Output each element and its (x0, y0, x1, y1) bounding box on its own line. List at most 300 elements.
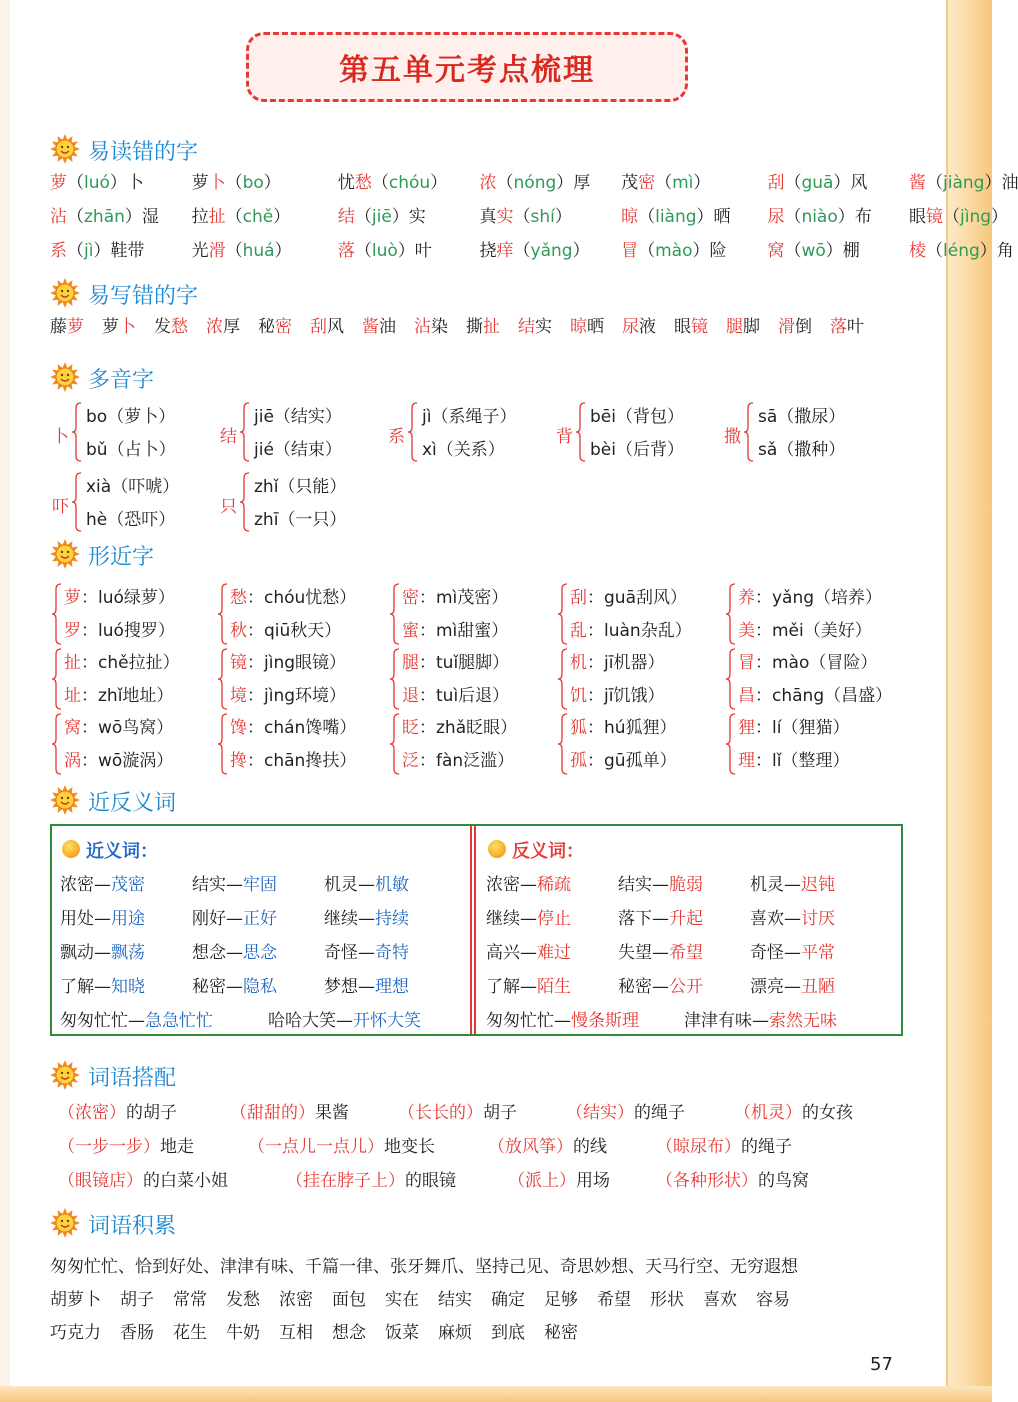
read-char: 忧 (337, 173, 355, 193)
word-pair (684, 1006, 837, 1031)
polyphonic-reading: bēi（背包） (590, 407, 684, 427)
paren: ）厚 (556, 173, 591, 193)
word-pair (618, 870, 703, 895)
write-target-char: 扯 (483, 317, 500, 337)
write-target-char: 愁 (171, 317, 188, 337)
similar-char: 萝 (64, 588, 81, 608)
write-char: 晒 (587, 317, 604, 337)
word-match: 索然无味 (769, 1011, 837, 1031)
collocation-item (398, 1102, 517, 1124)
word-pair (750, 938, 835, 963)
write-char: 实 (535, 317, 552, 337)
read-char: 眼 (909, 207, 927, 227)
similar-line (402, 713, 517, 738)
accumulation-word: 想念 (332, 1323, 366, 1343)
brace-icon (240, 472, 250, 532)
read-target-char: 痒 (496, 241, 514, 261)
word-match: 希望 (669, 943, 703, 963)
word-match: 开怀大笑 (353, 1011, 421, 1031)
polyphonic-char: 吓 (52, 497, 69, 517)
collocation-text: 地变长 (384, 1137, 435, 1157)
read-item (909, 240, 1014, 262)
word: 继续— (486, 909, 537, 929)
read-char: 拉 (191, 207, 209, 227)
write-target-char: 萝 (67, 317, 84, 337)
similar-pinyin: ：lǐ（整理） (755, 751, 850, 771)
write-target-char: 落 (830, 317, 847, 337)
accumulation-word: 到底 (491, 1323, 525, 1343)
section-title: 多音字 (88, 368, 155, 393)
pinyin: chě (242, 207, 274, 227)
similar-pinyin: ：chě拉扯） (81, 653, 180, 673)
sun-icon (50, 134, 80, 164)
paren: ）晒 (696, 207, 731, 227)
word: 结实— (192, 875, 243, 895)
similar-char: 狐 (570, 718, 587, 738)
polyphonic-char: 背 (556, 427, 573, 447)
write-char: 油 (379, 317, 396, 337)
read-item (50, 206, 159, 228)
paren: ）布 (837, 207, 872, 227)
similar-char: 秋 (230, 621, 247, 641)
word: 了解— (60, 977, 111, 997)
paren: （ (354, 207, 372, 227)
section-title: 词语积累 (88, 1214, 177, 1239)
read-item (767, 240, 859, 262)
similar-line (230, 713, 356, 738)
accumulation-word: 结实 (438, 1290, 472, 1310)
paren: （晾尿布） (656, 1137, 741, 1157)
read-target-char: 卜 (208, 173, 226, 193)
collocation-item (488, 1136, 607, 1158)
write-word (50, 316, 84, 338)
paren: ）风 (833, 173, 868, 193)
word-pair (750, 972, 835, 997)
paren: （ (655, 173, 673, 193)
accumulation-word: 花生 (173, 1323, 207, 1343)
paren: ）卜 (109, 173, 144, 193)
polyphonic-reading: sā（撒尿） (758, 407, 846, 427)
polyphonic-char: 系 (388, 427, 405, 447)
pinyin: liàng (655, 207, 697, 227)
similar-pinyin: ：chān搀扶） (247, 751, 357, 771)
similar-pinyin: ：gū孤单） (587, 751, 677, 771)
write-word (518, 316, 552, 338)
similar-pinyin: ：yǎng（培养） (755, 588, 883, 608)
word-pair (486, 870, 571, 895)
paren: ） (554, 207, 572, 227)
word: 落下— (618, 909, 669, 929)
write-char: 倒 (795, 317, 812, 337)
polyphonic-char: 撒 (724, 427, 741, 447)
similar-char: 乱 (570, 621, 587, 641)
similar-char: 密 (402, 588, 419, 608)
similar-pinyin: ：hú狐狸） (587, 718, 677, 738)
read-item (50, 172, 144, 194)
write-target-char: 结 (518, 317, 535, 337)
paren: ） (430, 173, 448, 193)
word-match: 升起 (669, 909, 703, 929)
accumulation-words (50, 1289, 809, 1311)
similar-pinyin: ：luó搜罗） (81, 621, 175, 641)
similar-line (402, 746, 514, 771)
accumulation-word: 胡子 (120, 1290, 154, 1310)
bullet-icon (62, 840, 80, 858)
paren: ） (274, 241, 292, 261)
write-char: 风 (327, 317, 344, 337)
similar-line (64, 681, 173, 706)
similar-line (738, 583, 882, 608)
accumulation-word: 喜欢 (703, 1290, 737, 1310)
similar-pinyin: ：lí（狸猫） (755, 718, 850, 738)
similar-line (402, 648, 509, 673)
collocation-item (508, 1170, 610, 1192)
collocation-item (656, 1170, 809, 1192)
polyphonic-reading: sǎ（撒种） (758, 440, 846, 460)
read-target-char: 晾 (621, 207, 639, 227)
collocation-text: 地走 (160, 1137, 194, 1157)
write-target-char: 尿 (622, 317, 639, 337)
similar-pinyin: ：jī饥饿） (587, 686, 665, 706)
pinyin: léng (943, 241, 980, 261)
word: 失望— (618, 943, 669, 963)
word-match: 迟钝 (801, 875, 835, 895)
sun-icon (50, 362, 80, 392)
write-word (154, 316, 188, 338)
similar-char: 机 (570, 653, 587, 673)
paren: ） (572, 241, 590, 261)
similar-char: 理 (738, 751, 755, 771)
brace-icon (218, 648, 228, 710)
write-word (622, 316, 656, 338)
table-divider (470, 826, 476, 1034)
write-word (778, 316, 812, 338)
pinyin: shí (530, 207, 555, 227)
paren: （ (371, 173, 389, 193)
similar-char: 境 (230, 686, 247, 706)
polyphonic-reading: jié（结束） (254, 440, 342, 460)
similar-line (738, 713, 849, 738)
collocation-text: 的眼镜 (405, 1171, 456, 1191)
word-pair (750, 870, 835, 895)
paren: ）险 (692, 241, 727, 261)
accumulation-word: 足够 (544, 1290, 578, 1310)
similar-line (64, 648, 180, 673)
word: 匆匆忙忙— (60, 1011, 145, 1031)
write-target-char: 刮 (310, 317, 327, 337)
paren: （ (513, 207, 531, 227)
paren: （眼镜店） (58, 1171, 143, 1191)
read-item (338, 206, 426, 228)
write-target-char: 晾 (570, 317, 587, 337)
section-title: 词语搭配 (88, 1066, 177, 1091)
page-left-edge (0, 0, 10, 1402)
read-item (909, 172, 1018, 194)
read-item (767, 206, 871, 228)
read-target-char: 系 (50, 241, 67, 261)
polyphonic-char: 只 (220, 497, 237, 517)
similar-char: 镜 (230, 653, 247, 673)
write-word (570, 316, 604, 338)
similar-line (570, 746, 677, 771)
page-bottom-edge (0, 1386, 992, 1402)
paren: ） (273, 207, 291, 227)
word-pair (486, 1006, 639, 1031)
word-match: 公开 (669, 977, 703, 997)
word: 高兴— (486, 943, 537, 963)
write-word (726, 316, 760, 338)
sun-icon (50, 539, 80, 569)
write-char: 撕 (466, 317, 483, 337)
word: 秘密— (192, 977, 243, 997)
word: 机灵— (750, 875, 801, 895)
read-item (192, 172, 281, 194)
title-banner (246, 32, 688, 102)
collocation-item (58, 1136, 194, 1158)
similar-line (738, 616, 872, 641)
write-word (362, 316, 396, 338)
write-target-char: 镜 (691, 317, 708, 337)
read-target-char: 结 (337, 207, 355, 227)
polyphonic-reading: zhǐ（只能） (254, 477, 347, 497)
write-char: 萝 (102, 317, 119, 337)
paren: （各种形状） (656, 1171, 758, 1191)
paren: （ (943, 207, 961, 227)
accumulation-word: 面包 (332, 1290, 366, 1310)
similar-char: 泛 (402, 751, 419, 771)
pinyin: nóng (513, 173, 557, 193)
word-match: 脆弱 (669, 875, 703, 895)
polyphonic-reading: bǔ（占卜） (86, 440, 176, 460)
word: 漂亮— (750, 977, 801, 997)
write-target-char: 腿 (726, 317, 743, 337)
similar-char: 眨 (402, 718, 419, 738)
paren: ）棚 (825, 241, 860, 261)
similar-line (64, 583, 175, 608)
polyphonic-char: 卜 (52, 427, 69, 447)
paren: （ (784, 207, 802, 227)
similar-pinyin: ：jìng环境） (247, 686, 347, 706)
paren: （ (225, 207, 243, 227)
word: 想念— (192, 943, 243, 963)
brace-icon (558, 648, 568, 710)
brace-icon (558, 713, 568, 775)
read-item (50, 240, 144, 262)
word-pair (60, 870, 145, 895)
pinyin: guā (801, 173, 834, 193)
similar-char: 养 (738, 588, 755, 608)
section-title: 易写错的字 (88, 284, 199, 309)
similar-pinyin: ：chóu忧愁） (247, 588, 357, 608)
similar-pinyin: ：luó绿萝） (81, 588, 175, 608)
paren: （一步一步） (58, 1137, 160, 1157)
sun-icon (50, 1060, 80, 1090)
word-match: 茂密 (111, 875, 145, 895)
collocation-item (58, 1102, 177, 1124)
paren: （长长的） (398, 1103, 483, 1123)
word-match: 奇特 (375, 943, 409, 963)
collocation-text: 的白菜小姐 (143, 1171, 228, 1191)
similar-char: 饥 (570, 686, 587, 706)
read-item (338, 240, 432, 262)
word-pair (324, 938, 409, 963)
pinyin: luò (371, 241, 398, 261)
accumulation-word: 胡萝卜 (50, 1290, 101, 1310)
similar-char: 冒 (738, 653, 755, 673)
word-match: 理想 (375, 977, 409, 997)
similar-char: 蜜 (402, 621, 419, 641)
collocation-text: 的线 (573, 1137, 607, 1157)
word-pair (324, 972, 409, 997)
brace-icon (52, 648, 62, 710)
read-target-char: 酱 (909, 173, 927, 193)
accumulation-word: 麻烦 (438, 1323, 472, 1343)
similar-line (570, 681, 664, 706)
sun-icon (50, 785, 80, 815)
similar-line (570, 616, 692, 641)
word: 哈哈大笑— (268, 1011, 353, 1031)
accumulation-word: 形状 (650, 1290, 684, 1310)
accumulation-word: 实在 (385, 1290, 419, 1310)
read-target-char: 刮 (767, 173, 785, 193)
read-target-char: 实 (496, 207, 514, 227)
pinyin: yǎng (530, 241, 573, 261)
similar-pinyin: ：měi（美好） (755, 621, 872, 641)
write-word (310, 316, 344, 338)
word: 奇怪— (750, 943, 801, 963)
polyphonic-reading: xià（吓唬） (86, 477, 180, 497)
paren: （ (225, 173, 243, 193)
antonyms-heading: 反义词： (512, 841, 584, 862)
read-char: 茂 (621, 173, 639, 193)
paren: （甜甜的） (230, 1103, 315, 1123)
collocation-text: 的绳子 (741, 1137, 792, 1157)
write-word (830, 316, 864, 338)
accumulation-word: 牛奶 (226, 1323, 260, 1343)
paren: ）油 (984, 173, 1018, 193)
word-match: 丑陋 (801, 977, 835, 997)
paren: （ (638, 207, 656, 227)
pinyin: jiàng (943, 173, 985, 193)
read-target-char: 尿 (767, 207, 785, 227)
read-target-char: 萝 (50, 173, 67, 193)
paren: ）湿 (124, 207, 159, 227)
similar-line (230, 746, 356, 771)
write-char: 染 (431, 317, 448, 337)
word: 了解— (486, 977, 537, 997)
word-pair (60, 972, 145, 997)
collocation-text: 的女孩 (802, 1103, 853, 1123)
word: 奇怪— (324, 943, 375, 963)
word-pair (618, 904, 703, 929)
pinyin: huá (242, 241, 275, 261)
word: 匆匆忙忙— (486, 1011, 571, 1031)
read-item (621, 172, 710, 194)
write-target-char: 浓 (206, 317, 223, 337)
similar-char: 愁 (230, 588, 247, 608)
word-pair (60, 904, 145, 929)
write-target-char: 沾 (414, 317, 431, 337)
read-char: 光 (191, 241, 209, 261)
collocation-text: 胡子 (483, 1103, 517, 1123)
similar-char: 美 (738, 621, 755, 641)
collocation-text: 用场 (576, 1171, 610, 1191)
read-item (192, 206, 291, 228)
word-pair (60, 938, 145, 963)
similar-line (570, 648, 664, 673)
pinyin: luó (84, 173, 110, 193)
similar-line (570, 713, 677, 738)
write-word (414, 316, 448, 338)
accumulation-word: 常常 (173, 1290, 207, 1310)
collocation-item (656, 1136, 792, 1158)
bullet-icon (488, 840, 506, 858)
page-title: 第五单元考点梳理 (339, 53, 595, 88)
paren: （派上） (508, 1171, 576, 1191)
sun-icon (50, 278, 80, 308)
brace-icon (726, 713, 736, 775)
word: 飘动— (60, 943, 111, 963)
accumulation-word: 浓密 (279, 1290, 313, 1310)
collocation-item (734, 1102, 853, 1124)
similar-pinyin: ：mì甜蜜） (419, 621, 509, 641)
read-item (909, 206, 1008, 228)
paren: ） (693, 173, 711, 193)
write-char: 眼 (674, 317, 691, 337)
word-match: 讨厌 (801, 909, 835, 929)
paren: ）叶 (397, 241, 432, 261)
similar-pinyin: ：tuǐ腿脚） (419, 653, 510, 673)
read-item (192, 240, 292, 262)
accumulation-words (50, 1322, 597, 1344)
pinyin: bo (242, 173, 264, 193)
word-pair (486, 938, 571, 963)
read-char: 挠 (479, 241, 497, 261)
similar-pinyin: ：mào（冒险） (755, 653, 878, 673)
brace-icon (558, 583, 568, 645)
read-target-char: 冒 (621, 241, 639, 261)
brace-icon (726, 648, 736, 710)
write-char: 秘 (258, 317, 275, 337)
read-target-char: 棱 (909, 241, 927, 261)
similar-pinyin: ：jìng眼镜） (247, 653, 347, 673)
word: 喜欢— (750, 909, 801, 929)
paren: （挂在脖子上） (286, 1171, 405, 1191)
page-number: 57 (870, 1354, 893, 1375)
word: 浓密— (486, 875, 537, 895)
paren: （ (67, 241, 84, 261)
brace-icon (72, 402, 82, 462)
word: 继续— (324, 909, 375, 929)
word-match: 思念 (243, 943, 277, 963)
write-word (102, 316, 136, 338)
similar-line (230, 583, 356, 608)
similar-line (738, 746, 849, 771)
accumulation-idioms: 匆匆忙忙、恰到好处、津津有味、千篇一律、张牙舞爪、坚持己见、奇思妙想、天马行空、无穷遐想 (50, 1257, 798, 1277)
similar-pinyin: ：zhǐ地址） (81, 686, 174, 706)
accumulation-word: 秘密 (544, 1323, 578, 1343)
similar-char: 昌 (738, 686, 755, 706)
polyphonic-reading: zhī（一只） (254, 510, 347, 530)
similar-pinyin: ：luàn杂乱） (587, 621, 692, 641)
read-item (480, 240, 590, 262)
polyphonic-reading: xì（关系） (422, 440, 505, 460)
paren: （ (496, 173, 514, 193)
similar-char: 窝 (64, 718, 81, 738)
similar-line (402, 616, 508, 641)
similar-char: 刮 (570, 588, 587, 608)
read-char: 萝 (191, 173, 209, 193)
